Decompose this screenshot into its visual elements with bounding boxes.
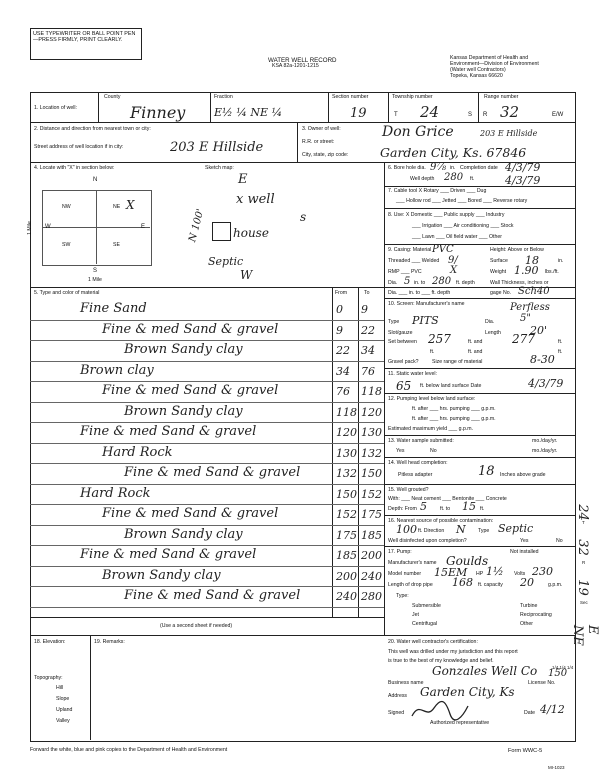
casing-surface-unit: in. — [558, 258, 564, 264]
casing-wall-label: Wall Thickness, inches or — [490, 280, 549, 286]
screen-label: 10. Screen: Manufacturer's name — [388, 301, 465, 307]
contam-type: Septic — [498, 522, 534, 535]
screen-type-label: Type — [388, 319, 400, 325]
pumping-line-1: ft. after ___ hrs. pumping ___ g.p.m. — [412, 406, 496, 412]
wellhead-label: 14. Well head completion: — [388, 460, 448, 466]
casing-dia-label: Dia. — [388, 280, 398, 286]
gravel-label: Gravel pack? — [388, 359, 419, 365]
grid-w: W — [45, 224, 51, 230]
range-value: 32 — [500, 103, 520, 121]
grouted-depth-label: Depth: From — [388, 506, 417, 512]
margin-sec-label: Sec — [580, 600, 588, 605]
pump-submersible: Submersible — [412, 603, 441, 609]
log-row-rule — [30, 545, 384, 546]
depth-date: 4/3/79 — [505, 174, 541, 187]
township-label: Township number — [392, 94, 433, 100]
log-to-label: To — [364, 290, 370, 296]
owner-city: Garden City, Ks. 67846 — [380, 145, 527, 160]
cert-label: 20. Water well contractor's certification: — [388, 639, 478, 645]
grouted-with: With: ___ Neat cement ___ Bentonite ___ Concrete — [388, 496, 507, 502]
use-line-1: 8. Use: X Domestic ___ Public supply ___ Industry — [388, 212, 505, 218]
pumping-yield: Estimated maximum yield ___ g.p.m. — [388, 426, 474, 432]
agency-line-2: Environment—Division of Environment — [450, 61, 539, 67]
cert-signed-label: Signed — [388, 710, 405, 716]
pump-volts: 230 — [532, 565, 553, 578]
pump-drop-unit: ft. capacity — [478, 582, 503, 588]
log-to: 130 — [361, 426, 382, 439]
owner-city-label: City, state, zip code: — [302, 152, 349, 158]
cert-business: Gonzales Well Co — [432, 664, 538, 678]
stamp-number: MI-1023 — [548, 765, 565, 770]
log-material: Fine & med Sand & gravel — [80, 547, 257, 562]
grid-mark: X — [126, 198, 135, 212]
log-from: 0 — [336, 303, 343, 316]
contam-type-label: Type — [478, 528, 490, 534]
contam-no: No — [556, 538, 563, 544]
cert-license: 150 — [548, 668, 568, 679]
topography-label: Topography: — [34, 675, 63, 681]
use-line-3: ___ Lawn ___ Oil field water ___ Other — [412, 234, 502, 240]
log-material: Hard Rock — [102, 444, 173, 460]
log-row-rule — [30, 443, 384, 444]
grouted-ft: ft. — [480, 506, 485, 512]
pump-model: 15EM — [434, 566, 468, 579]
form-number: Form WWC-5 — [508, 748, 543, 754]
owner-street: 203 E Hillside — [480, 129, 538, 138]
grid-ne: NE — [113, 204, 121, 210]
log-from: 240 — [336, 590, 357, 603]
log-material: Fine & med Sand & gravel — [80, 424, 257, 439]
pump-gpm: g.p.m. — [548, 582, 563, 588]
grid-se: SE — [113, 242, 120, 248]
log-material: Brown Sandy clay — [124, 403, 243, 419]
completion-date: 4/3/79 — [505, 161, 541, 174]
form-title: WATER WELL RECORD — [268, 57, 337, 64]
log-from: 130 — [336, 446, 357, 460]
log-to: 120 — [361, 405, 382, 419]
pump-type-label: Type: — [396, 593, 409, 599]
contam-disinfected: Well disinfected upon completion? — [388, 538, 467, 544]
log-row-rule — [30, 607, 384, 608]
cert-line-2: is true to the best of my knowledge and belief. — [388, 658, 494, 664]
log-row-rule — [30, 504, 384, 505]
log-to: 240 — [361, 569, 382, 583]
log-to: 152 — [361, 487, 382, 501]
log-row-rule — [30, 340, 384, 341]
sketch-house: house — [233, 226, 269, 240]
log-to: 200 — [361, 549, 382, 562]
casing-threaded: Threaded ___ Welded — [388, 258, 440, 264]
street-label: Street address of well location if in city: — [34, 144, 124, 150]
cert-line-1: This well was drilled under my jurisdiction and this report — [388, 649, 518, 655]
grid-e: E — [141, 224, 146, 230]
casing-dia-unit: in. to — [414, 280, 426, 286]
pump-drop-label: Length of drop pipe — [388, 582, 433, 588]
margin-township: 24 — [574, 504, 590, 521]
casing-weight: 1.90 — [514, 264, 539, 277]
instructions-text: USE TYPEWRITER OR BALL POINT PEN—PRESS FIRMLY, PRINT CLEARLY. — [33, 31, 136, 44]
pump-model-label: Model number — [388, 571, 422, 577]
log-row-rule — [30, 484, 384, 485]
static-label: 11. Static water level: — [388, 371, 437, 377]
fraction-label: Fraction — [214, 94, 233, 100]
log-to: 34 — [361, 344, 375, 357]
log-from: 185 — [336, 549, 357, 562]
log-material: Fine & med Sand & gravel — [124, 588, 301, 603]
sketch-label: 4. Locate with "X" in section below: — [34, 165, 115, 171]
casing-dia2: Dia. ___ in. to ___ ft. depth — [388, 290, 451, 296]
pump-hp: 1½ — [486, 565, 504, 578]
log-row-rule — [30, 320, 384, 321]
wellhead-above: Inches above grade — [500, 472, 546, 478]
log-from: 76 — [336, 385, 350, 398]
pump-hp-label: HP — [476, 571, 484, 577]
section-value: 19 — [350, 106, 367, 121]
cable-line-2: ___ Hollow rod ___ Jetted ___ Bored ___ Reverse rotary — [396, 198, 528, 204]
depth-unit: ft. — [470, 176, 475, 182]
topo-hill: Hill — [56, 685, 64, 691]
log-from: 132 — [336, 467, 357, 480]
grid-s: S — [93, 268, 98, 274]
casing-gauge-label: gage No. — [490, 290, 512, 296]
sample-date-unit: mo./day/yr. — [532, 448, 558, 454]
pump-other: Other — [520, 621, 533, 627]
log-row-rule — [30, 525, 384, 526]
screen-length-label: Length — [485, 330, 501, 336]
sketch-house-box — [212, 222, 231, 241]
casing-rmp: RMP ___ PVC — [388, 269, 422, 275]
footer-text: Forward the white, blue and pink copies to the Department of Health and Environment — [30, 747, 228, 753]
margin-range: 32 — [574, 539, 590, 556]
log-row-rule — [30, 463, 384, 464]
log-material: Brown Sandy clay — [124, 342, 243, 357]
grouted-label: 15. Well grouted? — [388, 487, 429, 493]
casing-pvc: X — [450, 265, 458, 276]
grid-mile-horizontal: 1 Mile — [88, 277, 102, 283]
contam-yes: Yes — [520, 538, 529, 544]
screen-set-from: 257 — [428, 332, 451, 346]
sample-yes: Yes — [396, 448, 405, 454]
log-from: 9 — [336, 323, 343, 337]
log-material: Hard Rock — [80, 485, 151, 501]
owner-rr-label: R.R. or street: — [302, 139, 335, 145]
cert-authorized: Authorized representative — [430, 720, 490, 726]
grouted-from: 5 — [420, 500, 427, 513]
sketch-e: E — [238, 172, 248, 187]
pump-drop: 168 — [452, 576, 473, 589]
section-grid — [42, 190, 152, 266]
casing-dia: 5 — [404, 276, 411, 287]
log-to: 76 — [361, 364, 375, 378]
screen-set-to: 277 — [512, 332, 535, 346]
sketch-map-label: Sketch map: — [205, 165, 234, 171]
grid-nw: NW — [62, 204, 71, 210]
fraction-value: E½ ¼ NE ¼ — [214, 106, 283, 119]
log-row-rule — [30, 566, 384, 567]
margin-t-label: T — [582, 520, 585, 525]
cert-date-label: Date — [524, 710, 535, 716]
cable-line-1: 7. Cable tool X Rotary ___ Driven ___ Dug — [388, 188, 487, 194]
range-label: Range number — [484, 94, 519, 100]
casing-weight-unit: lbs./ft. — [545, 269, 559, 275]
casing-height-label: Height: Above or Below — [490, 247, 544, 253]
pump-volts-label: Volts — [514, 571, 526, 577]
agency-line-3: (Water well Contractors) — [450, 67, 506, 73]
casing-label: 9. Casing: Material — [388, 247, 432, 253]
log-to: 22 — [361, 323, 375, 337]
log-label: 5. Type and color of material — [34, 290, 100, 296]
log-to: 185 — [361, 528, 382, 542]
log-material: Fine & med Sand & gravel — [102, 506, 279, 521]
log-from: 22 — [336, 344, 350, 357]
screen-slot-label: Slot/gauze — [388, 330, 413, 336]
cert-business-label: Business name — [388, 680, 424, 686]
casing-material: PVC — [432, 244, 454, 255]
location-label: 1. Location of well: — [34, 105, 77, 111]
margin-r-label: R — [582, 560, 586, 565]
log-to: 132 — [361, 446, 382, 460]
log-row-rule — [30, 422, 384, 423]
log-material: Fine & med Sand & gravel — [102, 383, 279, 398]
depth-label: Well depth — [410, 176, 435, 182]
pump-capacity: 20 — [520, 576, 534, 589]
gravel-size: 8-30 — [530, 353, 555, 366]
log-row-rule — [30, 361, 384, 362]
contam-direction: N — [456, 523, 466, 536]
screen-manufacturer: Perfless — [510, 302, 550, 313]
log-material: Fine Sand — [80, 301, 147, 316]
static-level: 65 — [396, 379, 412, 393]
agency-line-1: Kansas Department of Health and — [450, 55, 529, 61]
log-row-rule — [30, 381, 384, 382]
pumping-line-2: ft. after ___ hrs. pumping ___ g.p.m. — [412, 416, 496, 422]
grid-sw: SW — [62, 242, 71, 248]
casing-dia-depth: 280 — [432, 276, 452, 287]
owner-label: 3. Owner of well: — [302, 126, 341, 132]
bore-unit: in. — [450, 165, 456, 171]
log-material: Brown clay — [80, 362, 154, 378]
log-from: 118 — [336, 405, 357, 419]
casing-weight-label: Weight — [490, 269, 507, 275]
grouted-to-label: ft. to — [440, 506, 451, 512]
log-row-rule — [30, 402, 384, 403]
completion-label: Completion date — [460, 165, 498, 171]
contam-dist: 100 — [396, 523, 417, 536]
screen-set-label: Set between — [388, 339, 417, 345]
screen-dia: 5" — [520, 313, 531, 324]
elevation-label: 18. Elevation: — [34, 639, 66, 645]
owner-name: Don Grice — [382, 124, 454, 140]
sketch-w: W — [240, 268, 253, 282]
sample-no: No — [430, 448, 437, 454]
township-value: 24 — [420, 103, 440, 121]
pump-turbine: Turbine — [520, 603, 538, 609]
log-to: 9 — [361, 303, 368, 316]
range-suffix: E/W — [552, 112, 564, 118]
log-from: 150 — [336, 487, 357, 501]
pump-mfr: Goulds — [446, 554, 489, 568]
log-to: 280 — [361, 590, 382, 603]
range-prefix: R — [483, 112, 488, 118]
pump-not-installed: Not installed — [510, 549, 539, 555]
township-prefix: T — [394, 112, 398, 118]
distance-label: 2. Distance and direction from nearest town or city: — [34, 126, 151, 132]
cert-license-label: License No. — [528, 680, 556, 686]
log-from: 175 — [336, 528, 357, 542]
signature — [410, 698, 470, 722]
county-value: Finney — [130, 103, 186, 122]
log-row-rule — [30, 586, 384, 587]
sketch-well: x well — [236, 192, 275, 207]
depth-value: 280 — [444, 172, 464, 183]
log-material: Brown Sandy clay — [124, 526, 243, 542]
wellhead-pitless: Pitless adapter — [398, 472, 433, 478]
static-unit: ft. below land surface Date — [420, 383, 482, 389]
screen-dia-label: Dia. — [485, 319, 495, 325]
bore-label: 6. Bore hole dia. — [388, 165, 426, 171]
static-date: 4/3/79 — [528, 377, 564, 390]
log-to: 150 — [361, 467, 382, 480]
screen-and-2: ft. and — [468, 349, 483, 355]
log-from: 200 — [336, 569, 357, 583]
sketch-s: s — [300, 210, 307, 224]
log-second-sheet: (Use a second sheet if needed) — [160, 623, 233, 629]
township-suffix: S — [468, 112, 473, 118]
pump-jet: Jet — [412, 612, 419, 618]
log-material: Fine & med Sand & gravel — [102, 321, 279, 337]
contam-label: 16. Nearest source of possible contamination: — [388, 518, 494, 524]
sketch-septic: Septic — [208, 255, 244, 268]
log-material: Brown Sandy clay — [102, 567, 221, 583]
log-from: 34 — [336, 364, 350, 378]
log-to: 118 — [361, 385, 382, 398]
margin-quarter: E NE — [570, 625, 600, 646]
topo-slope: Slope — [56, 696, 70, 702]
cert-address: Garden City, Ks — [420, 685, 515, 699]
topo-upland: Upland — [56, 707, 73, 713]
log-material: Fine & med Sand & gravel — [124, 465, 301, 480]
casing-gauge: Sch40 — [518, 286, 550, 297]
screen-type: PITS — [412, 314, 439, 327]
pump-centrifugal: Centrifugal — [412, 621, 438, 627]
bore-dia: 9⅞ — [430, 162, 447, 173]
form-statute: KSA 82a-1201-1215 — [272, 63, 319, 69]
grid-n: N — [93, 177, 98, 183]
pumping-label: 12. Pumping level below land surface: — [388, 396, 476, 402]
section-label: Section number — [332, 94, 369, 100]
log-from: 152 — [336, 508, 357, 521]
margin-quarter-label: 1/4 1/4 1/4 — [552, 665, 574, 670]
remarks-label: 19. Remarks: — [94, 639, 125, 645]
log-to: 175 — [361, 508, 382, 521]
casing-welded: 9/ — [448, 255, 458, 266]
sample-label: 13. Water sample submitted: — [388, 438, 454, 444]
casing-depth-unit: ft. depth — [456, 280, 475, 286]
use-line-2: ___ Irrigation ___ Air conditioning ___ Stock — [412, 223, 514, 229]
cert-date: 4/12 — [540, 703, 565, 716]
screen-length: 20' — [530, 324, 548, 337]
sketch-distance: N 100' — [187, 207, 207, 244]
margin-section: 19 — [574, 579, 590, 596]
pump-reciprocating: Reciprocating — [520, 612, 552, 618]
casing-surface: 18 — [525, 254, 539, 267]
contam-dist-label: ft. Direction — [418, 528, 445, 534]
county-label: County — [104, 94, 121, 100]
log-from: 120 — [336, 426, 357, 439]
grid-mile-vertical: 1 Mile — [26, 221, 33, 235]
screen-ft: ft. — [558, 339, 563, 345]
log-from-label: From — [335, 290, 348, 296]
screen-set-and: ft. and — [468, 339, 483, 345]
sample-unit: mo./day/yr. — [532, 438, 558, 444]
street-value: 203 E Hillside — [170, 140, 264, 155]
pump-label: 17. Pump: — [388, 549, 412, 555]
grouted-to: 15 — [462, 500, 476, 513]
gravel-size-label: Size range of material — [432, 359, 483, 365]
wellhead-inches: 18 — [478, 464, 495, 479]
screen-ft-3: ft. — [558, 349, 563, 355]
pump-mfr-label: Manufacturer's name — [388, 560, 437, 566]
agency-line-4: Topeka, Kansas 66620 — [450, 73, 503, 79]
cert-address-label: Address — [388, 693, 408, 699]
casing-surface-label: Surface — [490, 258, 508, 264]
screen-ft-2: ft. — [430, 349, 435, 355]
topo-valley: Valley — [56, 718, 70, 724]
